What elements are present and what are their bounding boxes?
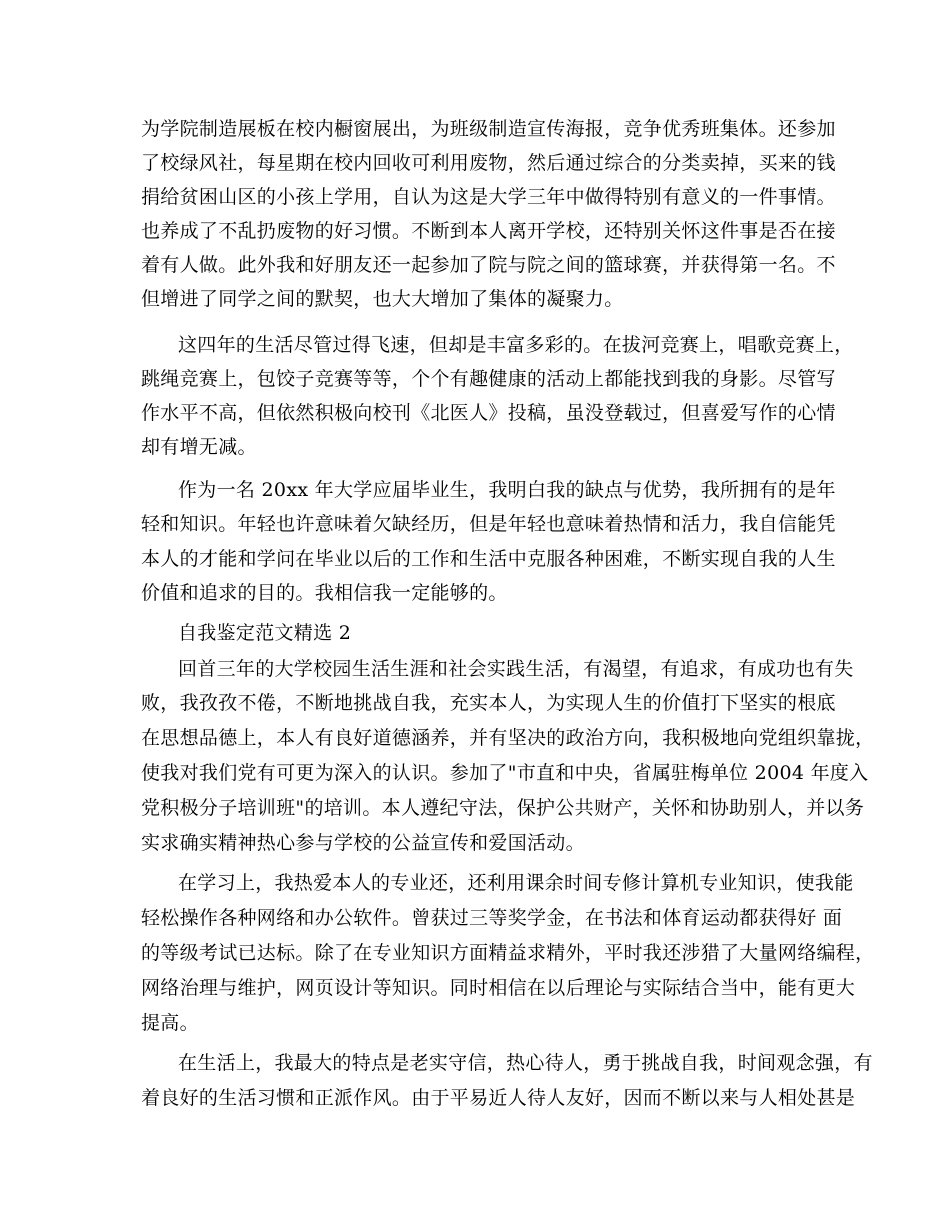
text-line: 实求确实精神热心参与学校的公益宣传和爱国活动。 xyxy=(141,832,585,854)
text-line: 但增进了同学之间的默契，也大大增加了集体的凝聚力。 xyxy=(141,288,624,310)
text-line: 党积极分子培训班"的培训。本人遵纪守法，保护公共财产，关怀和协助别人，并以务 xyxy=(141,797,865,819)
text-line: 本人的才能和学问在毕业以后的工作和生活中克服各种困难，不断实现自我的人生 xyxy=(141,548,836,570)
text-line: 提高。 xyxy=(141,1012,199,1034)
text-line: 败，我孜孜不倦，不断地挑战自我，充实本人，为实现人生的价值打下坚实的根底 xyxy=(141,692,836,714)
section-heading: 自我鉴定范文精选 2 xyxy=(178,622,352,644)
text-line: 也养成了不乱扔废物的好习惯。不断到本人离开学校，还特别关怀这件事是否在接 xyxy=(141,220,836,242)
text-line: 着有人做。此外我和好朋友还一起参加了院与院之间的篮球赛，并获得第一名。不 xyxy=(141,254,836,276)
text-line: 了校绿风社，每星期在校内回收可利用废物，然后通过综合的分类卖掉，买来的钱 xyxy=(141,152,836,174)
text-line: 网络治理与维护，网页设计等知识。同时相信在以后理论与实际结合当中，能有更大 xyxy=(141,977,856,999)
text-line: 价值和追求的目的。我相信我一定能够的。 xyxy=(141,582,508,604)
text-line: 捐给贫困山区的小孩上学用，自认为这是大学三年中做得特别有意义的一件事情。 xyxy=(141,186,836,208)
text-line: 作水平不高，但依然积极向校刊《北医人》投稿，虽没登载过，但喜爱写作的心情 xyxy=(141,402,836,424)
text-line: 轻松操作各种网络和办公软件。曾获过三等奖学金，在书法和体育运动都获得好 面 xyxy=(141,907,843,929)
text-line: 作为一名 20xx 年大学应届毕业生，我明白我的缺点与优势，我所拥有的是年 xyxy=(178,479,836,501)
text-line: 跳绳竞赛上，包饺子竞赛等等，个个有趣健康的活动上都能找到我的身影。尽管写 xyxy=(141,368,836,390)
text-line: 使我对我们党有可更为深入的认识。参加了"市直和中央，省属驻梅单位 2004 年度入 xyxy=(141,762,869,784)
text-line: 为学院制造展板在校内橱窗展出，为班级制造宣传海报，竞争优秀班集体。还参加 xyxy=(141,118,836,140)
text-line: 在生活上，我最大的特点是老实守信，热心待人，勇于挑战自我，时间观念强，有 xyxy=(178,1052,873,1074)
text-line: 回首三年的大学校园生活生涯和社会实践生活，有渴望，有追求，有成功也有失 xyxy=(178,658,854,680)
text-line: 在思想品德上，本人有良好道德涵养，并有坚决的政治方向，我积极地向党组织靠拢， xyxy=(141,727,875,749)
text-line: 在学习上，我热爱本人的专业还，还利用课余时间专修计算机专业知识，使我能 xyxy=(178,872,854,894)
text-line: 着良好的生活习惯和正派作风。由于平易近人待人友好，因而不断以来与人相处甚是 xyxy=(141,1087,856,1109)
text-line: 这四年的生活尽管过得飞速，但却是丰富多彩的。在拔河竞赛上，唱歌竞赛上， xyxy=(178,334,854,356)
text-line: 轻和知识。年轻也许意味着欠缺经历，但是年轻也意味着热情和活力，我自信能凭 xyxy=(141,513,836,535)
text-line: 的等级考试已达标。除了在专业知识方面精益求精外，平时我还涉猎了大量网络编程， xyxy=(141,942,875,964)
text-line: 却有增无减。 xyxy=(141,436,257,458)
